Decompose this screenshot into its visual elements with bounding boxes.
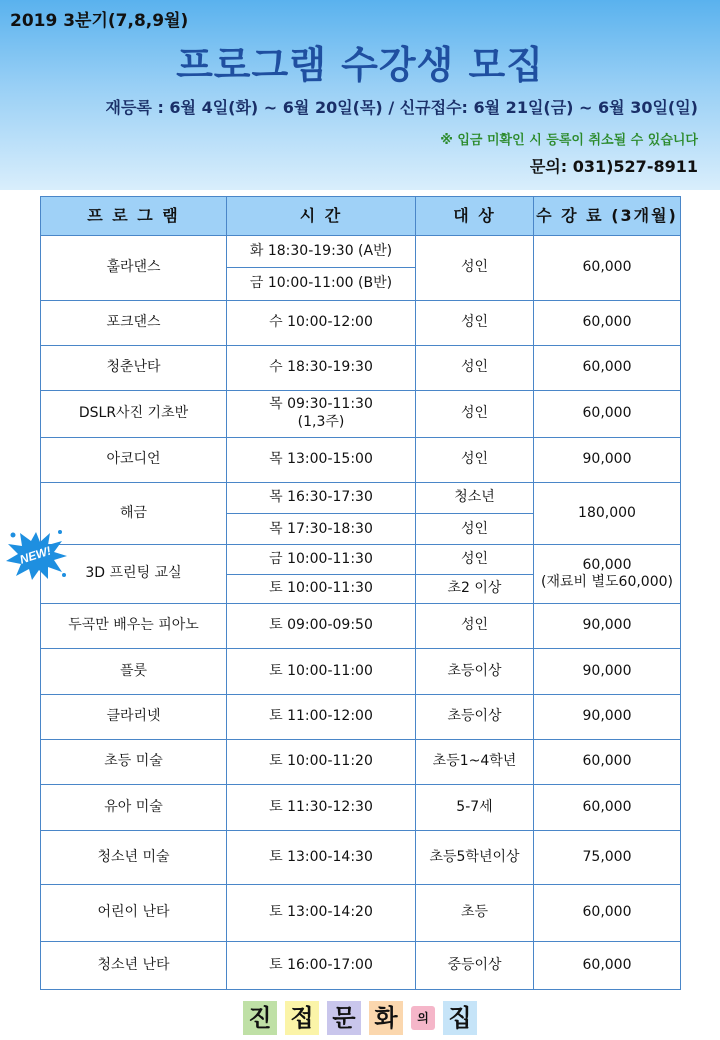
class-time: 목 17:30-18:30: [227, 514, 416, 545]
program-name: 플룻: [41, 649, 227, 694]
table-header-row: [41, 197, 681, 236]
program-name: 포크댄스: [41, 300, 227, 345]
table-row: [41, 785, 681, 830]
target-group: 초2 이상: [416, 574, 534, 603]
new-badge-label: NEW!: [18, 543, 53, 567]
target-group: 성인: [416, 300, 534, 345]
class-time: 목 09:30-11:30: [269, 396, 373, 413]
table-row: [41, 236, 681, 268]
table-row: [41, 694, 681, 739]
org-name-char: 접: [285, 1001, 319, 1035]
program-name: 아코디언: [41, 437, 227, 482]
table-row: [41, 345, 681, 390]
column-header-program: 프 로 그 램: [41, 197, 227, 236]
class-time: 토 11:00-12:00: [227, 694, 416, 739]
column-header-fee: 수 강 료 (3개월): [534, 197, 681, 236]
program-name: 어린이 난타: [41, 885, 227, 941]
target-group: 5-7세: [416, 785, 534, 830]
program-name: 두곡만 배우는 피아노: [41, 603, 227, 648]
tuition-fee: 60,000: [534, 739, 681, 784]
column-header-target: 대 상: [416, 197, 534, 236]
tuition-fee: 60,000: [534, 391, 681, 437]
class-time: 토 13:00-14:30: [227, 830, 416, 884]
class-time: 목 13:00-15:00: [227, 437, 416, 482]
header-banner: [0, 0, 720, 190]
program-name: 3D 프린팅 교실: [41, 545, 227, 603]
tuition-fee: 180,000: [534, 482, 681, 544]
tuition-fee: 60,000: [534, 300, 681, 345]
target-group: 성인: [416, 603, 534, 648]
tuition-fee: 60,000: [534, 885, 681, 941]
table-row: [41, 545, 681, 574]
column-header-time: 시 간: [227, 197, 416, 236]
program-name: DSLR사진 기초반: [41, 391, 227, 437]
program-name: 청소년 난타: [41, 941, 227, 990]
contact-info: 문의: 031)527-8911: [529, 157, 698, 176]
program-schedule-table: [40, 196, 681, 990]
org-name-char: 진: [243, 1001, 277, 1035]
organization-name: [0, 998, 720, 1038]
tuition-fee: 90,000: [534, 694, 681, 739]
program-name: 클라리넷: [41, 694, 227, 739]
tuition-fee: 60,000: [534, 941, 681, 990]
target-group: 초등1~4학년: [416, 739, 534, 784]
table-row: [41, 739, 681, 784]
class-time-cell: [227, 391, 416, 437]
page-title: 프로그램 수강생 모집: [176, 43, 544, 87]
target-group: 초등이상: [416, 649, 534, 694]
target-group: 성인: [416, 391, 534, 437]
class-time: 토 11:30-12:30: [227, 785, 416, 830]
class-time: 수 18:30-19:30: [227, 345, 416, 390]
class-time: 토 10:00-11:00: [227, 649, 416, 694]
target-group: 초등5학년이상: [416, 830, 534, 884]
material-fee-note: (재료비 별도60,000): [541, 574, 673, 591]
org-name-char: 의: [411, 1006, 435, 1030]
tuition-fee: 60,000: [582, 556, 632, 573]
program-name: 해금: [41, 482, 227, 544]
table-row: [41, 649, 681, 694]
tuition-fee-cell: [534, 545, 681, 603]
class-time: 토 10:00-11:30: [227, 574, 416, 603]
tuition-fee: 75,000: [534, 830, 681, 884]
new-badge: [4, 527, 68, 581]
class-time: 수 10:00-12:00: [227, 300, 416, 345]
program-name: 청소년 미술: [41, 830, 227, 884]
tuition-fee: 60,000: [534, 345, 681, 390]
class-time: 토 13:00-14:20: [227, 885, 416, 941]
table-row: [41, 830, 681, 884]
target-group: 성인: [416, 437, 534, 482]
tuition-fee: 90,000: [534, 437, 681, 482]
class-time: 토 10:00-11:20: [227, 739, 416, 784]
table-row: [41, 482, 681, 513]
program-name: 청춘난타: [41, 345, 227, 390]
table-row: [41, 885, 681, 941]
season-label: 2019 3분기(7,8,9월): [10, 11, 189, 31]
class-time-note: (1,3주): [297, 413, 345, 430]
program-name: 훌라댄스: [41, 236, 227, 301]
table-row: [41, 300, 681, 345]
target-group: 초등이상: [416, 694, 534, 739]
target-group: 성인: [416, 345, 534, 390]
target-group: 성인: [416, 545, 534, 574]
registration-period: 재등록 : 6월 4일(화) ~ 6월 20일(목) / 신규접수: 6월 21일(금) ~ 6월 30일(일): [105, 98, 698, 117]
table-row: [41, 603, 681, 648]
table-row: [41, 391, 681, 437]
org-name-char: 집: [443, 1001, 477, 1035]
payment-notice: ※ 입금 미확인 시 등록이 취소될 수 있습니다: [440, 133, 698, 148]
tuition-fee: 60,000: [534, 236, 681, 301]
class-time: 금 10:00-11:30: [227, 545, 416, 574]
org-name-char: 화: [369, 1001, 403, 1035]
program-name: 초등 미술: [41, 739, 227, 784]
class-time: 토 16:00-17:00: [227, 941, 416, 990]
org-name-char: 문: [327, 1001, 361, 1035]
class-time: 토 09:00-09:50: [227, 603, 416, 648]
table-row: [41, 437, 681, 482]
tuition-fee: 90,000: [534, 649, 681, 694]
class-time: 금 10:00-11:00 (B반): [227, 268, 416, 300]
target-group: 성인: [416, 236, 534, 301]
tuition-fee: 60,000: [534, 785, 681, 830]
target-group: 청소년: [416, 482, 534, 513]
table-row: [41, 941, 681, 990]
tuition-fee: 90,000: [534, 603, 681, 648]
class-time: 화 18:30-19:30 (A반): [227, 236, 416, 268]
program-name: 유아 미술: [41, 785, 227, 830]
target-group: 초등: [416, 885, 534, 941]
class-time: 목 16:30-17:30: [227, 482, 416, 513]
target-group: 성인: [416, 514, 534, 545]
target-group: 중등이상: [416, 941, 534, 990]
